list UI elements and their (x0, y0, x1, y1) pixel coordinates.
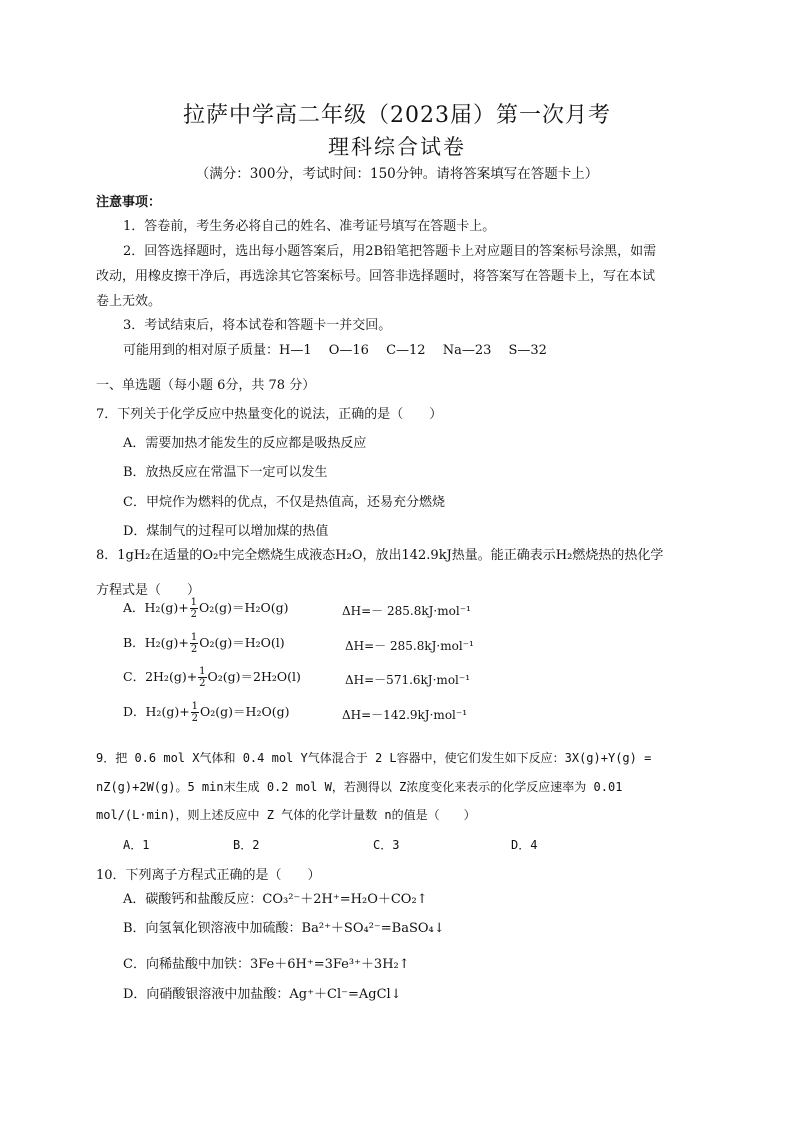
note-item-3: 3．考试结束后，将本试卷和答题卡一并交回。 (123, 318, 392, 333)
fraction-denominator: 2 (191, 713, 199, 724)
fraction-numerator: 1 (199, 666, 206, 677)
fraction-denominator: 2 (190, 609, 198, 620)
q7-option-c: C．甲烷作为燃料的优点，不仅是热值高，还易充分燃烧 (123, 495, 445, 510)
q10-option-b: B．向氢氧化钡溶液中加硫酸：Ba²⁺＋SO₄²⁻=BaSO₄↓ (123, 921, 445, 936)
q8-option-c-lhs: 2H₂(g)+ (145, 669, 198, 684)
atomic-masses: 可能用到的相对原子质量：H—1 O—16 C—12 Na—23 S—32 (123, 343, 547, 358)
q7-option-b: B．放热反应在常温下一定可以发生 (123, 465, 328, 480)
q9-option-d: D．4 (511, 838, 538, 852)
fraction-numerator: 1 (191, 701, 199, 712)
q8-option-c-rhs: O₂(g)＝2H₂O(l) (207, 669, 301, 684)
exam-title: 拉萨中学高二年级（2023届）第一次月考 (183, 103, 611, 128)
q8-option-d (123, 701, 289, 724)
q8-stem-line-2: 方程式是（ ） (96, 583, 201, 598)
q7-stem: 7．下列关于化学反应中热量变化的说法，正确的是（ ） (96, 407, 443, 422)
note-item-2-line-2: 改动，用橡皮擦干净后，再选涂其它答案标号。回答非选择题时，将答案写在答题卡上，写在本试 (96, 269, 656, 284)
exam-subtitle: 理科综合试卷 (328, 135, 466, 159)
note-item-2-line-1: 2．回答选择题时，选出每小题答案后，用2B铅笔把答题卡上对应题目的答案标号涂黑，如需 (123, 244, 657, 259)
q10-option-c: C．向稀盐酸中加铁：3Fe＋6H⁺=3Fe³⁺＋3H₂↑ (123, 957, 410, 972)
q8-option-c (123, 666, 301, 689)
q8-option-d-lhs: H₂(g)+ (145, 704, 190, 719)
q8-option-b-label: B． (123, 635, 145, 650)
q8-option-c-fraction (198, 666, 206, 689)
q10-option-d: D．向硝酸银溶液中加盐酸：Ag⁺＋Cl⁻=AgCl↓ (123, 987, 402, 1002)
fraction-denominator: 2 (199, 678, 206, 689)
q8-stem-line-1: 8．1gH₂在适量的O₂中完全燃烧生成液态H₂O，放出142.9kJ热量。能正确表示H₂燃烧热的热化学 (96, 548, 664, 563)
exam-info: （满分：300分，考试时间：150分钟。请将答案填写在答题卡上） (195, 166, 599, 182)
q10-option-a: A．碳酸钙和盐酸反应：CO₃²⁻＋2H⁺=H₂O＋CO₂↑ (123, 892, 428, 907)
q8-option-a (123, 597, 288, 620)
q8-option-a-lhs: H₂(g)+ (144, 600, 189, 615)
q9-option-b: B．2 (233, 838, 260, 852)
q8-option-a-label: A． (123, 600, 145, 615)
fraction-numerator: 1 (190, 597, 198, 608)
q9-stem-line-2: nZ(g)+2W(g)。5 min末生成 0.2 mol W，若测得以 Z浓度变化来表示的化学反应速率为 0.01 (96, 780, 623, 794)
q8-option-b (123, 632, 285, 655)
q8-option-a-enthalpy: ΔH=－ 285.8kJ·mol⁻¹ (342, 604, 471, 618)
fraction-numerator: 1 (190, 632, 198, 643)
q8-option-b-fraction (190, 632, 198, 655)
q9-option-c: C．3 (373, 838, 400, 852)
q9-option-a: A．1 (123, 838, 150, 852)
fraction-denominator: 2 (190, 644, 198, 655)
q8-option-d-label: D． (123, 704, 146, 719)
q8-option-b-lhs: H₂(g)+ (144, 635, 189, 650)
q9-stem-line-1: 9．把 0.6 mol X气体和 0.4 mol Y气体混合于 2 L容器中，使它们发生如下反应：3X(g)+Y(g) = (96, 751, 652, 765)
q8-option-d-enthalpy: ΔH=－142.9kJ·mol⁻¹ (342, 708, 468, 722)
note-item-2-line-3: 卷上无效。 (96, 294, 162, 309)
notes-heading: 注意事项： (96, 195, 162, 210)
q8-option-b-enthalpy: ΔH=－ 285.8kJ·mol⁻¹ (345, 639, 474, 653)
q8-option-c-label: C． (123, 669, 146, 684)
q8-option-a-rhs: O₂(g)＝H₂O(g) (199, 600, 289, 615)
q8-option-d-fraction (191, 701, 199, 724)
q8-option-a-fraction (190, 597, 198, 620)
q7-option-d: D．煤制气的过程可以增加煤的热值 (123, 524, 329, 539)
q8-option-c-enthalpy: ΔH=－571.6kJ·mol⁻¹ (345, 673, 471, 687)
note-item-1: 1．答卷前，考生务必将自己的姓名、准考证号填写在答题卡上。 (123, 219, 496, 234)
q7-option-a: A．需要加热才能发生的反应都是吸热反应 (123, 436, 367, 451)
q9-stem-line-3: mol/(L·min)，则上述反应中 Z 气体的化学计量数 n的值是（ ） (96, 808, 476, 822)
q8-option-d-rhs: O₂(g)＝H₂O(g) (200, 704, 290, 719)
q8-option-b-rhs: O₂(g)＝H₂O(l) (199, 635, 285, 650)
q10-stem: 10．下列离子方程式正确的是（ ） (96, 868, 321, 883)
section-heading: 一、单选题（每小题 6分，共 78 分） (96, 378, 316, 393)
